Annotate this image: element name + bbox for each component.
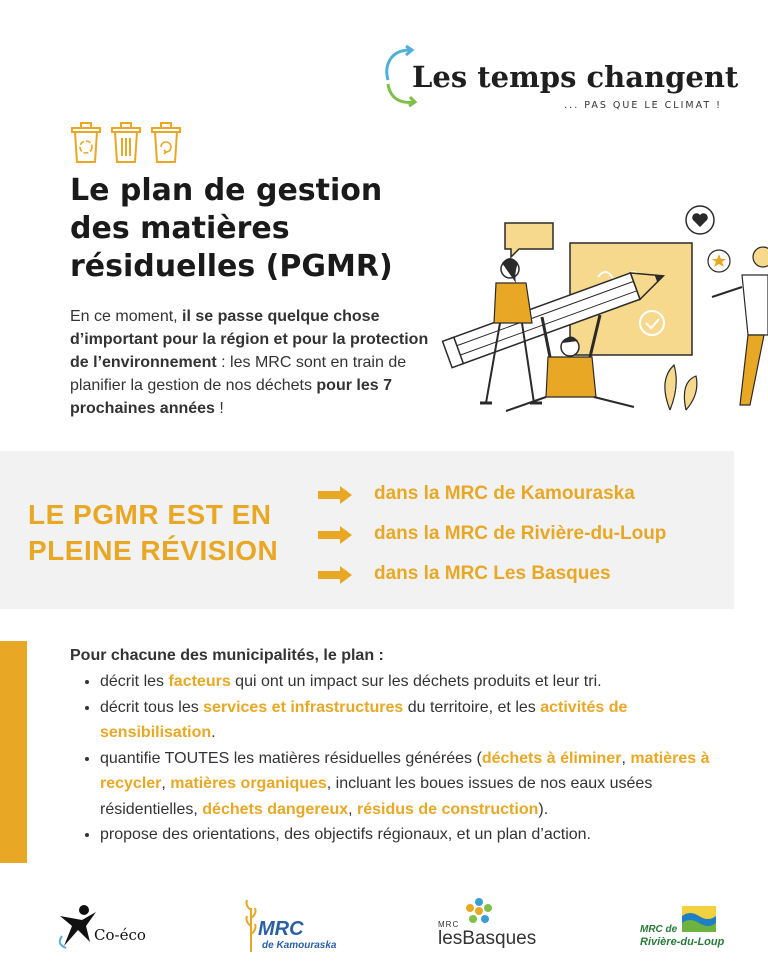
coeco-logo: [56, 898, 146, 958]
title-line: Le plan de gestion: [70, 173, 383, 208]
lesbasques-mrc-label: MRC: [438, 920, 460, 929]
plan-text: .: [211, 724, 216, 741]
plan-list: [70, 669, 710, 848]
lesbasques-name-label: lesBasques: [438, 928, 537, 949]
plan-text: ,: [161, 775, 171, 792]
plan-highlight: matières à recycler: [100, 749, 710, 792]
plan-text: décrit les: [100, 673, 169, 690]
title-line: résiduelles (PGMR): [70, 249, 393, 284]
mrc-riviere-du-loup-logo: [640, 898, 730, 958]
intro-paragraph: [70, 305, 430, 420]
band-title-line: PLEINE RÉVISION: [28, 535, 279, 566]
plan-section: [70, 644, 710, 848]
intro-text: : les MRC sont en train de planifier la gestion de nos déchets: [70, 354, 407, 394]
bin-icons: [70, 122, 190, 166]
mrc-item-label: dans la MRC Les Basques: [374, 563, 611, 584]
recycle-bin-icon: [70, 122, 102, 164]
plan-text: ,: [621, 749, 631, 767]
accent-bar: [0, 641, 27, 863]
plan-text: ,: [348, 800, 357, 818]
kamouraska-mrc-label: MRC: [258, 918, 304, 940]
compost-bin-icon: [150, 122, 182, 164]
plan-highlight: résidus de construction: [357, 800, 539, 818]
plan-text: propose des orientations, des objectifs régionaux, et un plan d’action.: [100, 826, 591, 843]
revision-band: [0, 451, 734, 609]
plan-text: ).: [538, 800, 549, 818]
brand-logo: [380, 40, 740, 120]
page-title: [70, 172, 450, 286]
plan-bullet: [100, 822, 710, 848]
arrow-right-icon: [318, 526, 352, 544]
plan-text: , incluant les boues issues de nos eaux usées résidentielles,: [100, 775, 653, 818]
title-line: des matières: [70, 211, 290, 246]
mrc-item-label: dans la MRC de Rivière-du-Loup: [374, 523, 667, 544]
rdl-mrc-label: MRC de: [640, 924, 678, 935]
kamouraska-name-label: de Kamouraska: [262, 940, 337, 951]
waves-icon: [682, 906, 716, 932]
plan-highlight: facteurs: [168, 673, 231, 690]
band-title-line: LE PGMR EST EN: [28, 499, 272, 530]
plan-highlight: matières organiques: [170, 775, 327, 792]
brand-subtitle: ... PAS QUE LE CLIMAT !: [564, 100, 722, 111]
coeco-label: Co-éco: [94, 926, 146, 944]
planning-illustration: [430, 205, 768, 420]
plan-highlight: déchets dangereux: [202, 800, 349, 818]
mrc-kamouraska-logo: [236, 898, 336, 958]
rdl-name-label: Rivière-du-Loup: [640, 936, 725, 948]
plan-bullet: [100, 746, 710, 823]
intro-bold: il se passe quelque chose d’important pour la région et pour la protection de l’environnement: [70, 308, 429, 371]
band-title: [28, 497, 308, 569]
plan-heading: Pour chacune des municipalités, le plan :: [70, 647, 384, 664]
plan-text: quantifie TOUTES les matières résiduelles générées (: [100, 749, 482, 767]
plan-text: du territoire, et les: [403, 698, 541, 716]
plan-text: qui ont un impact sur les déchets produits et leur tri.: [230, 673, 602, 690]
plan-highlight: déchets à éliminer: [481, 749, 622, 767]
flower-icon: [464, 898, 494, 924]
arrow-right-icon: [318, 486, 352, 504]
intro-text: En ce moment,: [70, 308, 183, 325]
plan-bullet: [100, 669, 710, 695]
mrc-lesbasques-logo: [438, 898, 538, 958]
mrc-item-label: dans la MRC de Kamouraska: [374, 483, 635, 504]
plan-text: décrit tous les: [100, 698, 204, 716]
plan-bullet: [100, 695, 710, 746]
plan-highlight: activités de sensibilisation: [100, 698, 628, 741]
intro-bold: pour les 7 prochaines années: [70, 377, 392, 417]
brand-title: Les temps changent: [412, 60, 739, 94]
plan-highlight: services et infrastructures: [203, 698, 404, 716]
intro-text: !: [214, 400, 224, 417]
trash-bin-icon: [110, 122, 142, 164]
arrow-right-icon: [318, 566, 352, 584]
